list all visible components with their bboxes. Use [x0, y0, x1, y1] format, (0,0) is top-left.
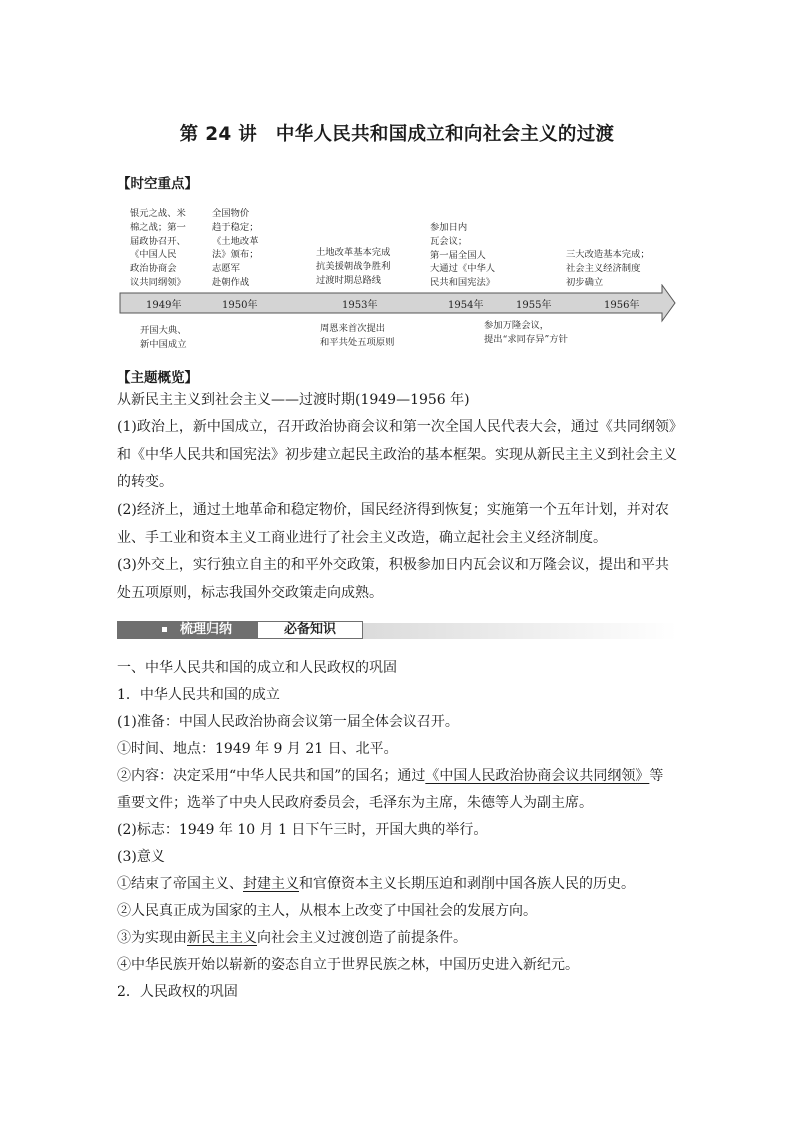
meaning-2: ②人民真正成为国家的主人，从根本上改变了中国社会的发展方向。 — [117, 903, 537, 919]
subsection-1-heading: 1．中华人民共和国的成立 — [117, 687, 280, 703]
section-banner — [117, 621, 677, 641]
gailan-paragraph-politics: (1)政治上，新中国成立，召开政治协商会议和第一次全国人民代表大会，通过《共同纲领》和《中华人民共和国宪法》初步建立起民主政治的基本框架。实现从新民主主义到社会主义的转变。 — [117, 419, 677, 490]
gailan-label: 【主题概览】 — [117, 370, 198, 386]
gailan-title: 从新民主主义到社会主义——过渡时期(1949—1956 年) — [117, 392, 470, 408]
content-line-2: 重要文件；选举了中央人民政府委员会，毛泽东为主席，朱德等人为副主席。 — [117, 795, 593, 811]
section-1-heading: 一、中华人民共和国的成立和人民政权的巩固 — [117, 660, 397, 676]
new-democracy-term: 新民主主义 — [187, 930, 257, 946]
gailan-paragraph-economy: (2)经济上，通过土地革命和稳定物价，国民经济得到恢复；实施第一个五年计划，并对农业、手工业和资本主义工商业进行了社会主义改造，确立起社会主义经济制度。 — [117, 502, 669, 546]
shikong-label: 【时空重点】 — [117, 176, 198, 192]
feudalism-term: 封建主义 — [243, 876, 299, 892]
common-program-term: 《中国人民政治协商会议共同纲领》 — [425, 768, 650, 784]
banner-right-label: 必备知识 — [257, 621, 363, 639]
timeline-year-1955: 1955年 — [516, 300, 552, 311]
lecture-title: 第 24 讲 中华人民共和国成立和向社会主义的过渡 — [179, 124, 615, 145]
timeline-event-below-2: 周恩来首次提出 和平共处五项原则 — [320, 323, 395, 348]
gailan-paragraph-diplomacy: (3)外交上，实行独立自主的和平外交政策，积极参加日内瓦会议和万隆会议，提出和平共处五项原则，标志我国外交政策走向成熟。 — [117, 557, 669, 601]
timeline-event-above-2: 全国物价 趋于稳定； 《土地改革 法》颁布； 志愿军 赴朝作战 — [212, 208, 259, 288]
timeline-event-above-4: 参加日内 瓦会议； 第一届全国人 大通过《中华人 民共和国宪法》 — [430, 222, 496, 289]
banner-square-icon — [162, 627, 167, 632]
timeline-event-below-3: 参加万隆会议， 提出“求同存异”方针 — [484, 320, 568, 345]
timeline-event-above-3: 土地改革基本完成 抗美援朝战争胜利 过渡时期总路线 — [316, 247, 391, 286]
timeline-year-1950: 1950年 — [222, 300, 258, 311]
preparation: (1)准备：中国人民政治协商会议第一届全体会议召开。 — [117, 714, 459, 730]
timeline-event-above-1: 银元之战、米 棉之战；第一 届政协召开、 《中国人民 政治协商会 议共同纲领》 — [130, 208, 186, 288]
banner-left-label: 梳理归纳 — [180, 622, 233, 637]
timeline-year-1953: 1953年 — [342, 300, 378, 311]
subsection-2-heading: 2．人民政权的巩固 — [117, 984, 238, 1000]
time-place: ①时间、地点：1949 年 9 月 21 日、北平。 — [117, 741, 398, 757]
meaning-heading: (3)意义 — [117, 849, 165, 865]
timeline-year-1956: 1956年 — [604, 300, 640, 311]
sign: (2)标志：1949 年 10 月 1 日下午三时，开国大典的举行。 — [117, 822, 488, 838]
timeline-event-below-1: 开国大典、 新中国成立 — [140, 325, 187, 350]
meaning-1: ①结束了帝国主义、封建主义和官僚资本主义长期压迫和剥削中国各族人民的历史。 — [117, 876, 635, 892]
content-line-1: ②内容：决定采用“中华人民共和国”的国名；通过《中国人民政治协商会议共同纲领》等 — [117, 768, 664, 784]
meaning-3: ③为实现由新民主主义向社会主义过渡创造了前提条件。 — [117, 930, 467, 946]
timeline-year-1949: 1949年 — [146, 300, 182, 311]
meaning-4: ④中华民族开始以崭新的姿态自立于世界民族之林，中国历史进入新纪元。 — [117, 957, 579, 973]
timeline-arrow — [118, 284, 678, 324]
timeline-event-above-5: 三大改造基本完成； 社会主义经济制度 初步确立 — [566, 249, 650, 288]
timeline-year-1954: 1954年 — [448, 300, 484, 311]
